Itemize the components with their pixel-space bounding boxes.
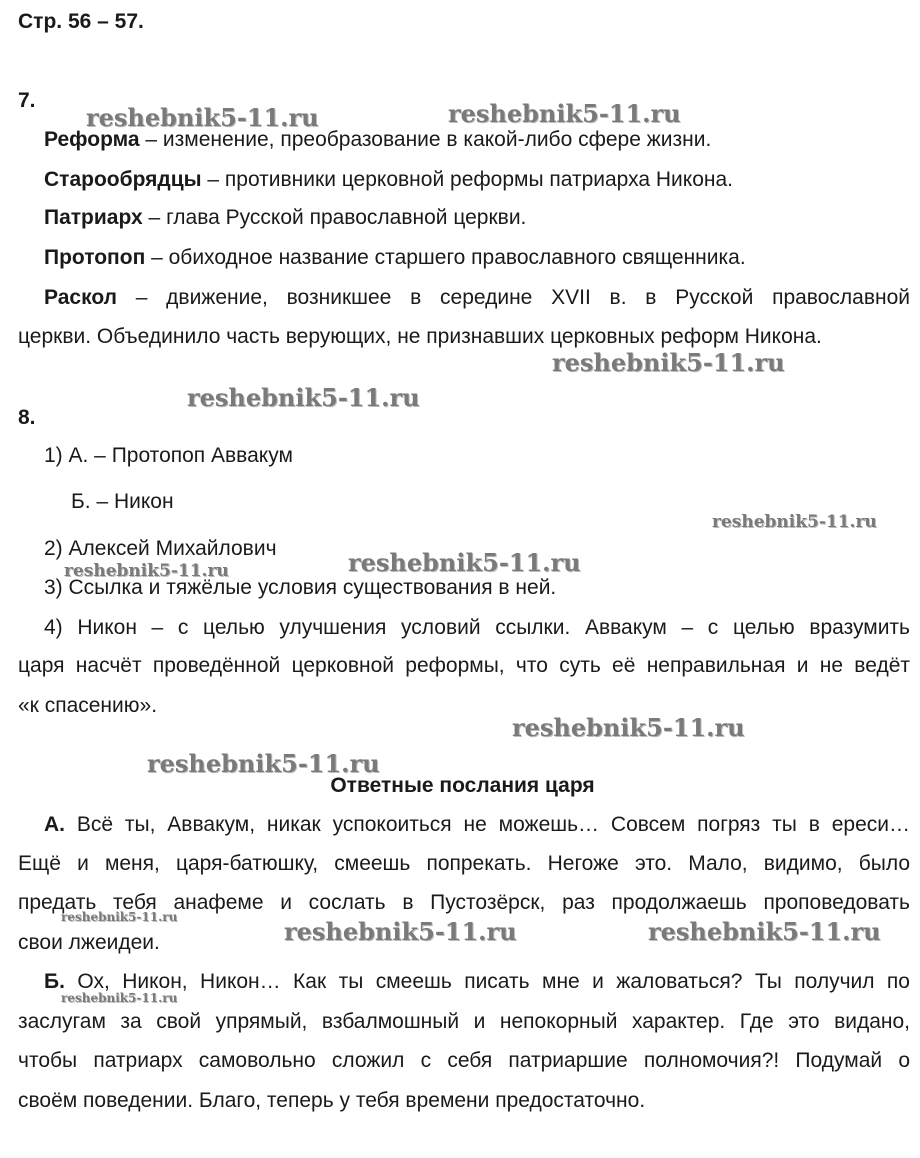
letter-b-label: Б. — [44, 970, 65, 993]
term-label: Протопоп — [44, 246, 146, 269]
watermark: reshebnik5-11.ru — [86, 103, 319, 132]
term-raskol-continued: церкви. Объединило часть верующих, не признавших церковных реформ Никона. — [18, 325, 822, 348]
term-label: Патриарх — [44, 206, 143, 229]
answer-4-line3: «к спасению». — [18, 694, 158, 717]
answer-3: 3) Ссылка и тяжёлые условия существования в ней. — [44, 576, 557, 599]
term-definition: – глава Русской православной церкви. — [142, 206, 527, 229]
letter-a-line1: А. Всё ты, Аввакум, никак успокоиться не можешь… Совсем погряз ты в ереси… — [44, 813, 910, 836]
answer-2: 2) Алексей Михайлович — [44, 537, 277, 560]
task7-number: 7. — [18, 89, 36, 112]
term-definition: – движение, возникшее в середине XVII в. в Русской православной — [116, 286, 910, 309]
term-definition: – обиходное название старшего православного священника. — [145, 246, 746, 269]
term-label: Старообрядцы — [44, 168, 202, 191]
letter-b-line4: своём поведении. Благо, теперь у тебя времени предостаточно. — [18, 1089, 646, 1112]
watermark: reshebnik5-11.ru — [284, 917, 517, 946]
term-definition: – противники церковной реформы патриарха Никона. — [201, 168, 734, 191]
answer-4-line2: царя насчёт проведённой церковной реформы, что суть её неправильная и не ведёт — [18, 654, 910, 677]
letter-b-line1: Б. Ох, Никон, Никон… Как ты смеешь писать мне и жаловаться? Ты получил по — [44, 970, 910, 993]
letter-a-line2: Ещё и меня, царя-батюшку, смеешь попрекать. Негоже это. Мало, видимо, было — [18, 852, 910, 875]
answer-4-line1: 4) Никон – с целью улучшения условий ссылки. Аввакум – с целью вразумить — [44, 616, 910, 639]
answer-1: 1) А. – Протопоп Аввакум — [44, 444, 293, 467]
letter-b-line3: чтобы патриарх самовольно сложил с себя патриаршие полномочия?! Подумай о — [18, 1049, 910, 1072]
watermark: reshebnik5-11.ru — [64, 561, 229, 581]
term-protopop — [44, 244, 746, 271]
watermark: reshebnik5-11.ru — [712, 512, 877, 532]
term-label: Раскол — [44, 286, 117, 309]
watermark: reshebnik5-11.ru — [147, 749, 380, 778]
watermark: reshebnik5-11.ru — [512, 713, 745, 742]
letter-a-line3: предать тебя анафеме и сослать в Пустозёрск, раз продолжаешь проповедовать — [18, 891, 910, 914]
term-definition: – изменение, преобразование в какой-либо сфере жизни. — [139, 128, 712, 151]
letter-a-line4: свои лжеидеи. — [18, 931, 160, 954]
task8-number: 8. — [18, 406, 36, 429]
answer-1b: Б. – Никон — [71, 490, 174, 513]
watermark: reshebnik5-11.ru — [187, 383, 420, 412]
term-label: Реформа — [44, 128, 140, 151]
watermark: reshebnik5-11.ru — [61, 910, 178, 924]
letter-b-line2: заслугам за свой упрямый, взбалмошный и непокорный характер. Где это видано, — [18, 1010, 910, 1033]
term-raskol — [44, 284, 910, 311]
section-title: Ответные послания царя — [330, 774, 595, 797]
watermark: reshebnik5-11.ru — [348, 548, 581, 577]
page-header: Стр. 56 – 57. — [18, 10, 144, 33]
watermark: reshebnik5-11.ru — [648, 917, 881, 946]
watermark: reshebnik5-11.ru — [552, 348, 785, 377]
letter-a-label: А. — [44, 813, 65, 836]
term-staroobryadtsy — [44, 166, 733, 193]
term-patriarkh — [44, 204, 526, 231]
watermark: reshebnik5-11.ru — [448, 99, 681, 128]
watermark: reshebnik5-11.ru — [61, 991, 178, 1005]
